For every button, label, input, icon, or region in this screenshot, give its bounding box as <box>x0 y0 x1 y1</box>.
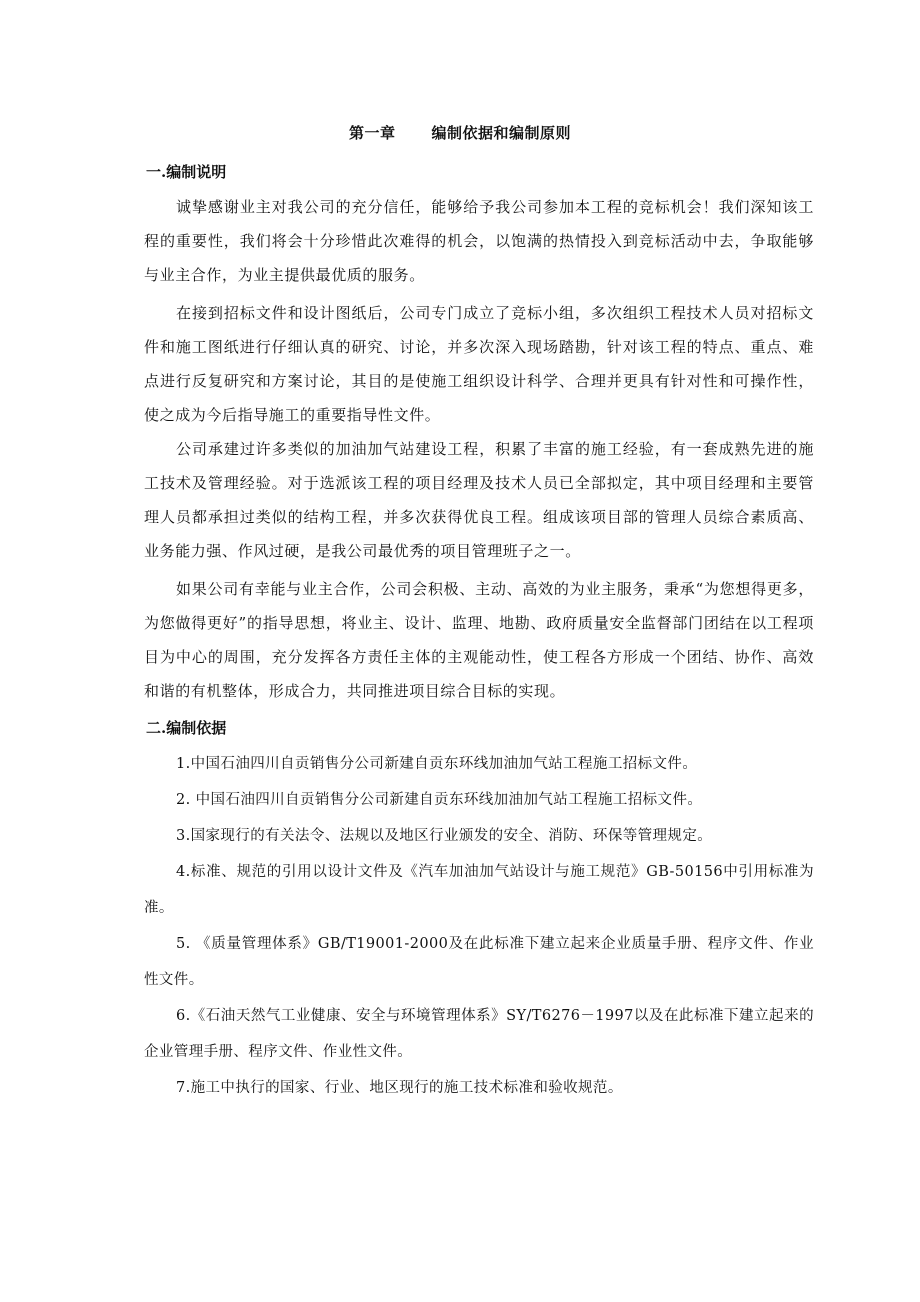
list-item: 2. 中国石油四川自贡销售分公司新建自贡东环线加油加气站工程施工招标文件。 <box>176 792 703 808</box>
document-body <box>144 158 814 1106</box>
section-heading-2: 二.编制依据 <box>146 719 227 737</box>
paragraph: 公司承建过许多类似的加油加气站建设工程，积累了丰富的施工经验，有一套成熟先进的施工技术及管理经验。对于选派该工程的项目经理及技术人员已全部拟定，其中项目经理和主要管理人员都承担过类似的结构工程，并多次获得优良工程。组成该项目部的管理人员综合素质高、业务能力强、作风过硬，是我公司最优秀的项目管理班子之一。 <box>144 440 814 560</box>
list-item: 7.施工中执行的国家、行业、地区现行的施工技术标准和验收规范。 <box>176 1080 623 1096</box>
list-item: 4.标准、规范的引用以设计文件及《汽车加油加气站设计与施工规范》GB-50156中引用标准为准。 <box>144 864 814 916</box>
paragraph: 如果公司有幸能与业主合作，公司会积极、主动、高效的为业主服务，秉承“为您想得更多，为您做得更好”的指导思想，将业主、设计、监理、地勘、政府质量安全监督部门团结在以工程项目为中心的周围，充分发挥各方责任主体的主观能动性，使工程各方形成一个团结、协作、高效和谐的有机整体，形成合力，共同推进项目综合目标的实现。 <box>144 580 814 700</box>
list-item: 5. 《质量管理体系》GB/T19001-2000及在此标准下建立起来企业质量手册、程序文件、作业性文件。 <box>144 936 814 988</box>
paragraph: 诚挚感谢业主对我公司的充分信任，能够给予我公司参加本工程的竞标机会！我们深知该工程的重要性，我们将会十分珍惜此次难得的机会，以饱满的热情投入到竞标活动中去，争取能够与业主合作，为业主提供最优质的服务。 <box>144 198 814 284</box>
paragraph: 在接到招标文件和设计图纸后，公司专门成立了竞标小组，多次组织工程技术人员对招标文件和施工图纸进行仔细认真的研究、讨论，并多次深入现场踏勘，针对该工程的特点、重点、难点进行反复研究和方案讨论，其目的是使施工组织设计科学、合理并更具有针对性和可操作性，使之成为今后指导施工的重要指导性文件。 <box>144 304 814 424</box>
list-item: 6.《石油天然气工业健康、安全与环境管理体系》SY/T6276－1997以及在此标准下建立起来的企业管理手册、程序文件、作业性文件。 <box>144 1008 814 1060</box>
list-item: 3.国家现行的有关法令、法规以及地区行业颁发的安全、消防、环保等管理规定。 <box>176 828 713 844</box>
list-item: 1.中国石油四川自贡销售分公司新建自贡东环线加油加气站工程施工招标文件。 <box>176 756 698 772</box>
chapter-name: 编制依据和编制原则 <box>431 124 572 142</box>
chapter-title <box>0 122 920 143</box>
section-heading-1: 一.编制说明 <box>146 163 227 181</box>
chapter-number: 第一章 <box>348 124 396 142</box>
